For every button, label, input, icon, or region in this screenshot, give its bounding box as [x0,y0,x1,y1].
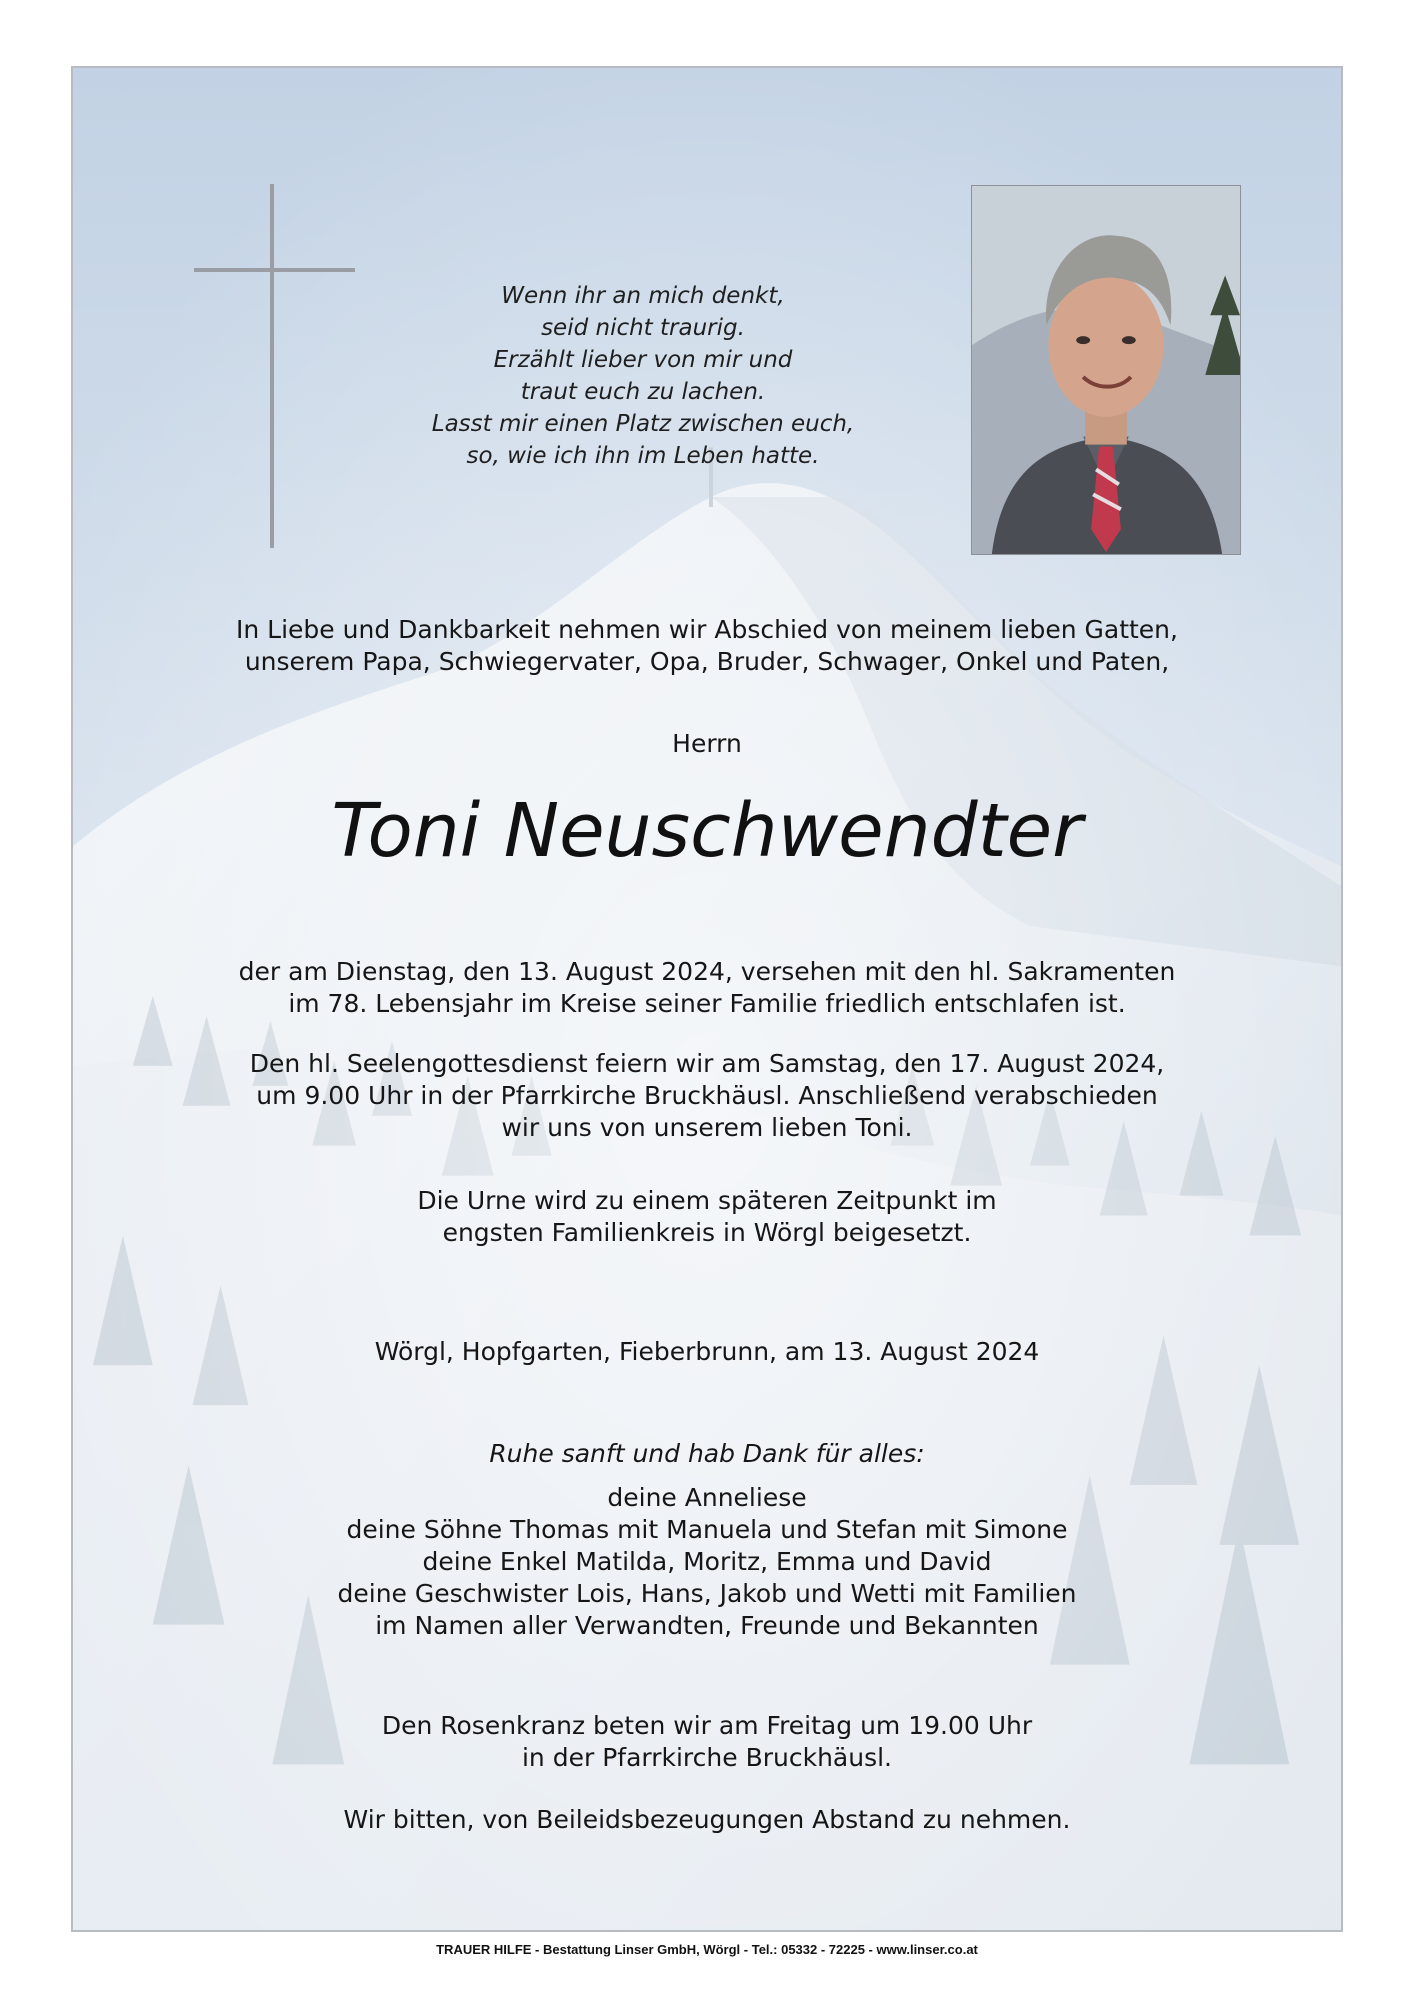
mourners-list [73,1482,1341,1642]
salutation: Herrn [672,729,742,758]
farewell-line: Ruhe sanft und hab Dank für alles: [489,1439,925,1468]
service-details [73,1048,1341,1144]
poem-line: seid nicht traurig. [541,315,745,341]
poem-line: Erzählt lieber von mir und [493,347,793,373]
deceased-name: Toni Neuschwendter [331,788,1083,874]
mourner-line: deine Anneliese [607,1483,807,1512]
service-line: Den hl. Seelengottesdienst feiern wir am Samstag, den 17. August 2024, [249,1049,1165,1078]
intro-line: unserem Papa, Schwiegervater, Opa, Bruder, Schwager, Onkel und Paten, [244,647,1170,676]
rosary-line: in der Pfarrkirche Bruckhäusl. [521,1743,893,1772]
death-notice [73,956,1341,1020]
mourner-line: deine Enkel Matilda, Moritz, Emma und David [422,1547,992,1576]
intro-line: In Liebe und Dankbarkeit nehmen wir Abschied von meinem lieben Gatten, [236,615,1178,644]
memorial-poem [373,280,913,472]
obituary-card [71,66,1343,1932]
urn-line: engsten Familienkreis in Wörgl beigesetzt. [442,1218,972,1247]
cross-horizontal-beam [194,268,355,272]
mourner-line: deine Söhne Thomas mit Manuela und Stefan mit Simone [346,1515,1068,1544]
poem-line: Wenn ihr an mich denkt, [501,283,785,309]
condolence-request: Wir bitten, von Beileidsbezeugungen Abstand zu nehmen. [343,1805,1071,1834]
poem-line: traut euch zu lachen. [520,379,766,405]
service-line: um 9.00 Uhr in der Pfarrkirche Bruckhäusl. Anschließend verabschieden [256,1081,1158,1110]
urn-notice [73,1185,1341,1249]
rosary-line: Den Rosenkranz beten wir am Freitag um 19.00 Uhr [381,1711,1033,1740]
urn-line: Die Urne wird zu einem späteren Zeitpunkt im [417,1186,997,1215]
death-notice-line: im 78. Lebensjahr im Kreise seiner Familie friedlich entschlafen ist. [288,989,1126,1018]
poem-line: Lasst mir einen Platz zwischen euch, [431,411,855,437]
intro-text [73,614,1341,678]
cross-vertical-beam [270,184,274,548]
mourner-line: im Namen aller Verwandten, Freunde und Bekannten [375,1611,1039,1640]
rosary-notice [73,1710,1341,1774]
footer-imprint: TRAUER HILFE - Bestattung Linser GmbH, Wörgl - Tel.: 05332 - 72225 - www.linser.co.at [436,1942,978,1957]
death-notice-line: der am Dienstag, den 13. August 2024, versehen mit den hl. Sakramenten [238,957,1176,986]
place-date: Wörgl, Hopfgarten, Fieberbrunn, am 13. August 2024 [374,1337,1040,1366]
portrait-photo [971,185,1241,555]
service-line: wir uns von unserem lieben Toni. [501,1113,913,1142]
poem-line: so, wie ich ihn im Leben hatte. [466,443,820,469]
mourner-line: deine Geschwister Lois, Hans, Jakob und Wetti mit Familien [337,1579,1077,1608]
